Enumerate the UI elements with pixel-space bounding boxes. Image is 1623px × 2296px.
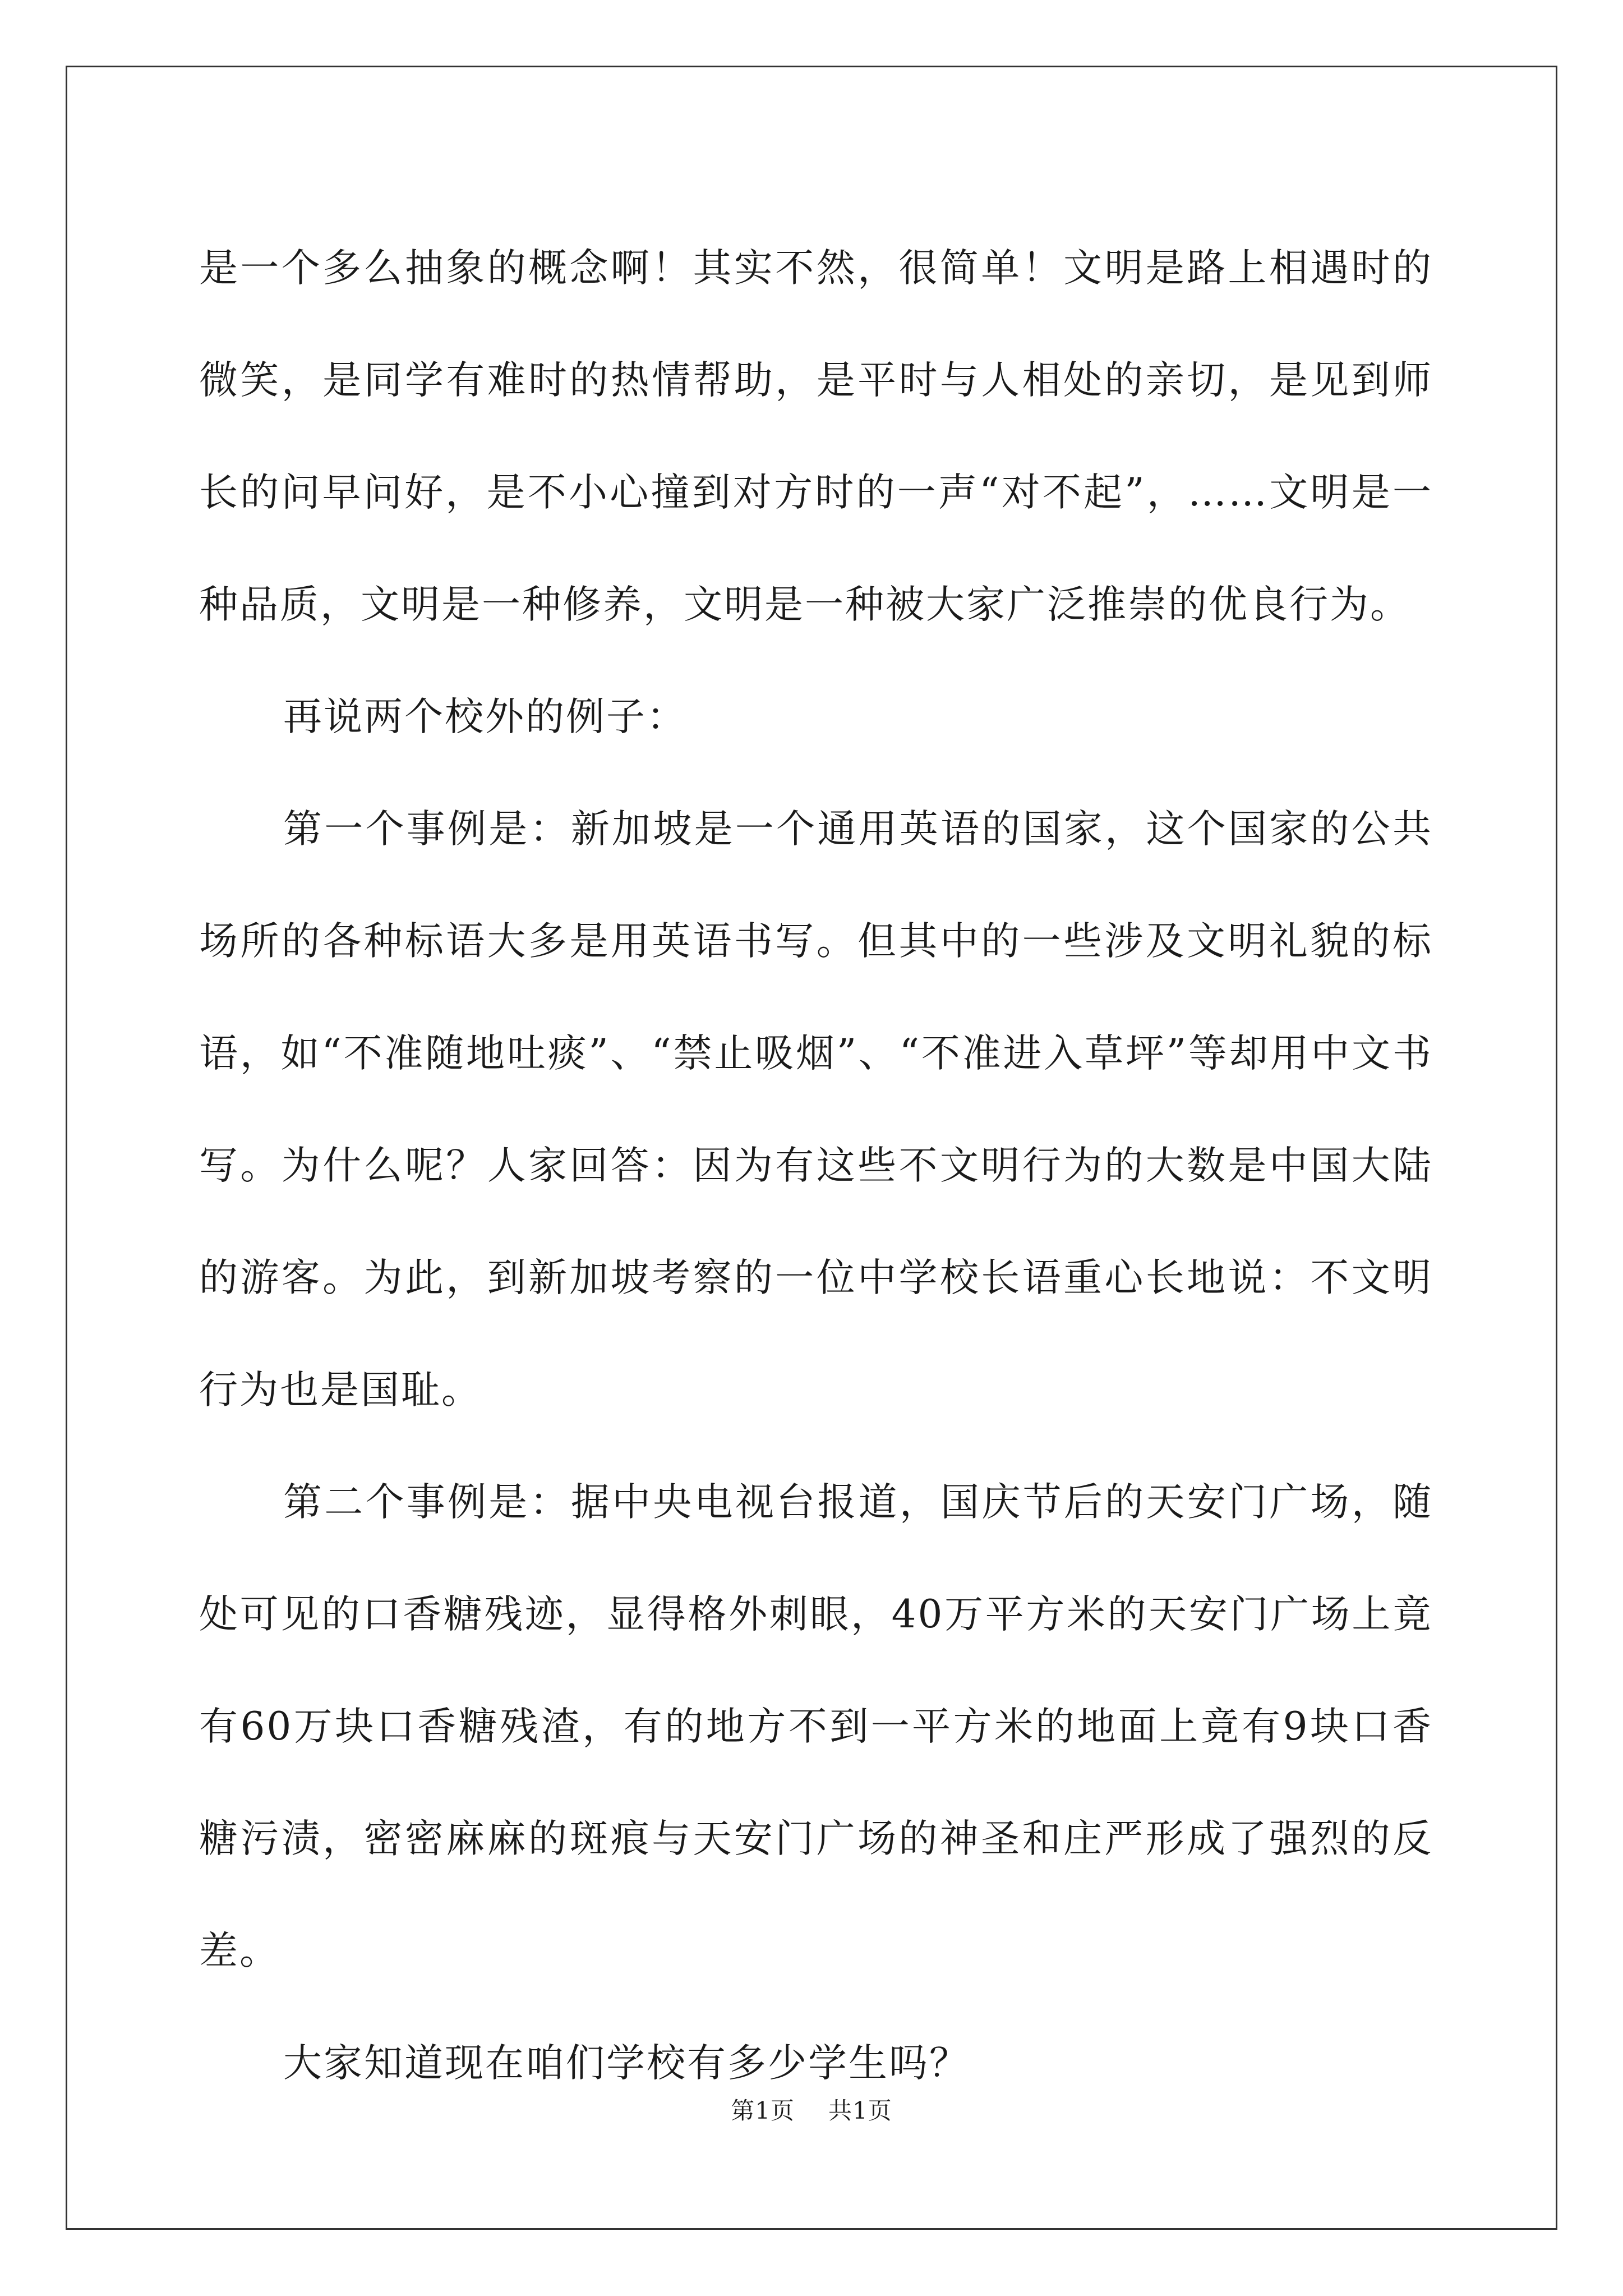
page-number: 第1页 xyxy=(731,2097,795,2124)
page-total: 共1页 xyxy=(828,2097,892,2124)
paragraph: 大家知道现在咱们学校有多少学生吗？ xyxy=(283,2041,970,2086)
paragraph: 再说两个校外的例子： xyxy=(283,694,687,739)
paragraph: 是一个多么抽象的概念啊！其实不然，很简单！文明是路上相遇时的微笑，是同学有难时的热情帮助，是平时与人相处的亲切，是见到师长的问早问好，是不小心撞到对方时的一声“对不起”，……文明是一种品质，文明是一种修养，文明是一种被大家广泛推崇的优良行为。 xyxy=(199,246,1433,627)
page-footer xyxy=(0,2092,1623,2126)
paragraph: 第一个事例是：新加坡是一个通用英语的国家，这个国家的公共场所的各种标语大多是用英语书写。但其中的一些涉及文明礼貌的标语，如“不准随地吐痰”、“禁止吸烟”、“不准进入草坪”等却用中文书写。为什么呢？人家回答：因为有这些不文明行为的大数是中国大陆的游客。为此，到新加坡考察的一位中学校长语重心长地说：不文明行为也是国耻。 xyxy=(199,807,1433,1412)
document-body xyxy=(199,212,1433,2119)
paragraph: 第二个事例是：据中央电视台报道，国庆节后的天安门广场，随处可见的口香糖残迹，显得格外刺眼，40万平方米的天安门广场上竟有60万块口香糖残渣，有的地方不到一平方米的地面上竟有9块口香糖污渍，密密麻麻的斑痕与天安门广场的神圣和庄严形成了强烈的反差。 xyxy=(199,1480,1433,1973)
